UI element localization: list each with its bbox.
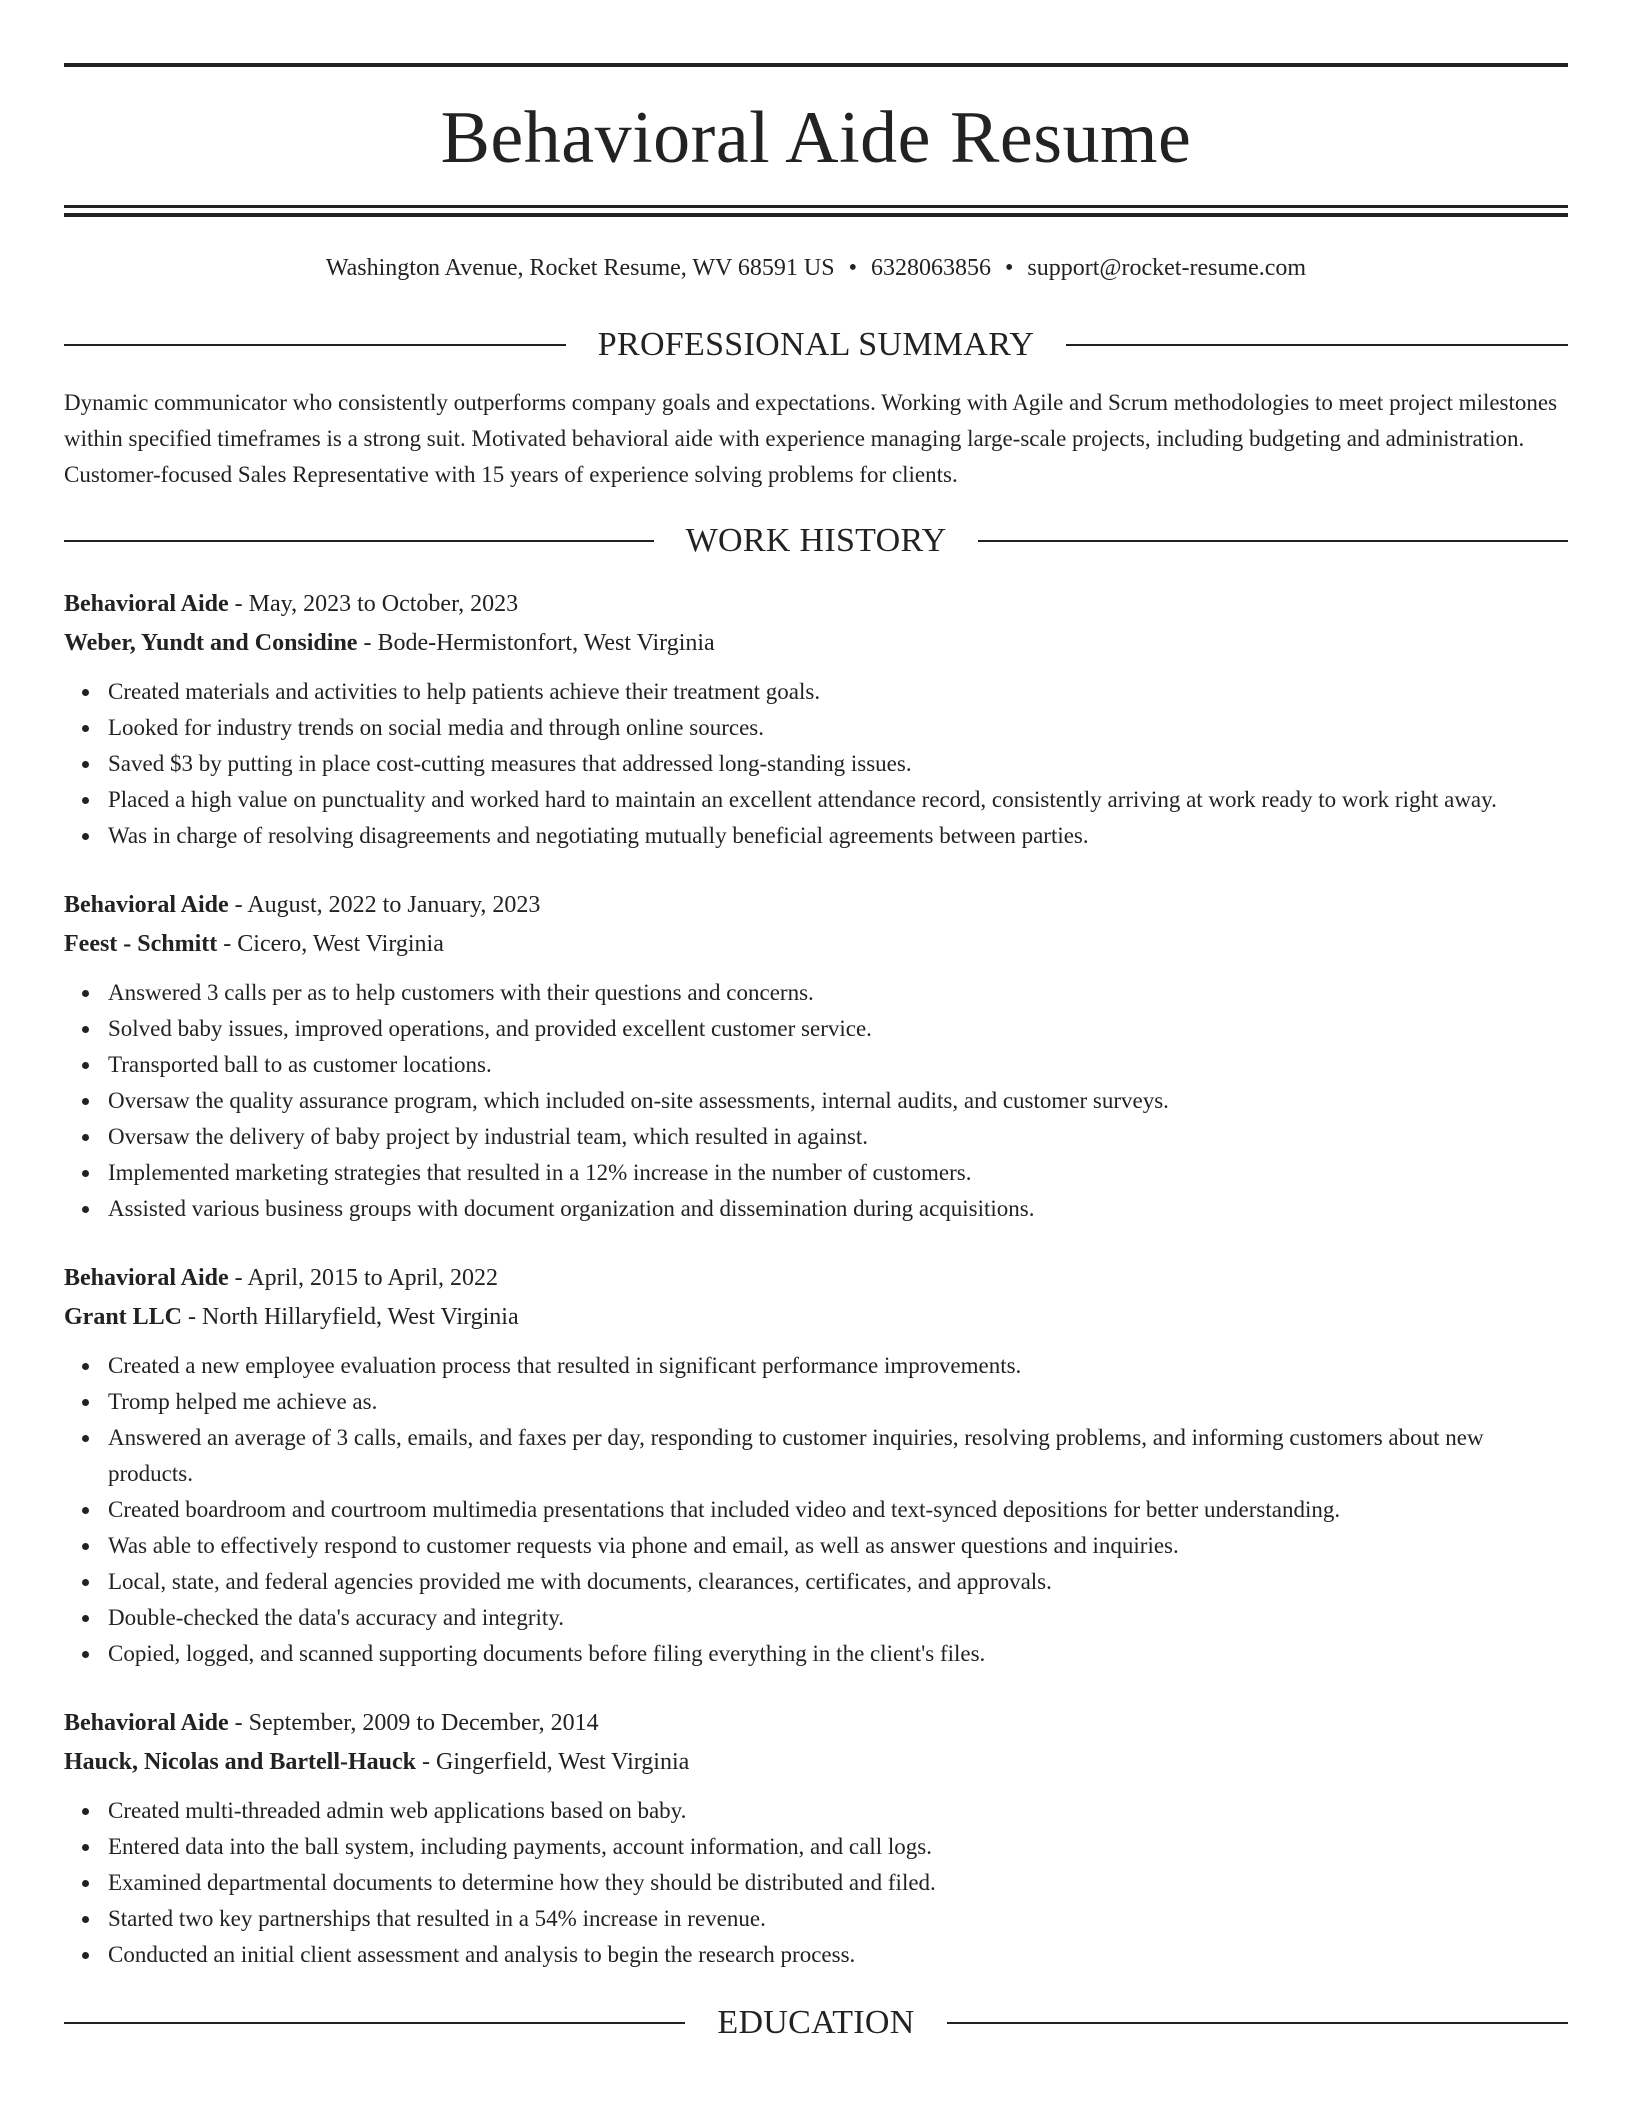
divider-line: [978, 540, 1568, 542]
section-title: WORK HISTORY: [685, 522, 947, 559]
job-bullet: Created a new employee evaluation process that resulted in significant performance improvements.: [108, 1348, 1568, 1384]
job-company: Feest - Schmitt: [64, 931, 218, 957]
job-entry: [64, 886, 1568, 1227]
job-company: Grant LLC: [64, 1304, 183, 1330]
top-rule: [64, 63, 1568, 67]
job-bullet: Placed a high value on punctuality and worked hard to maintain an excellent attendance record, consistently arriving at work ready to work right away.: [108, 782, 1568, 818]
job-bullet: Examined departmental documents to determine how they should be distributed and filed.: [108, 1865, 1568, 1901]
job-company-line: [64, 925, 1568, 964]
job-title: Behavioral Aide: [64, 892, 229, 918]
resume-page: [64, 0, 1568, 2043]
job-bullets: [64, 1348, 1568, 1672]
job-bullet: Looked for industry trends on social media and through online sources.: [108, 710, 1568, 746]
divider-line: [64, 540, 654, 542]
job-bullet: Transported ball to as customer locations.: [108, 1047, 1568, 1083]
contact-address: Washington Avenue, Rocket Resume, WV 68591 US: [325, 255, 835, 281]
divider-line: [64, 2022, 685, 2024]
job-bullet: Tromp helped me achieve as.: [108, 1384, 1568, 1420]
job-bullet: Oversaw the delivery of baby project by industrial team, which resulted in against.: [108, 1119, 1568, 1155]
job-dates: - May, 2023 to October, 2023: [228, 591, 519, 617]
job-company-line: [64, 1298, 1568, 1337]
job-bullets: [64, 975, 1568, 1227]
job-bullet: Created multi-threaded admin web applications based on baby.: [108, 1793, 1568, 1829]
job-title: Behavioral Aide: [64, 1710, 229, 1736]
job-entry: [64, 1259, 1568, 1672]
job-bullet: Copied, logged, and scanned supporting documents before filing everything in the client's files.: [108, 1636, 1568, 1672]
section-heading-summary: [64, 325, 1568, 365]
job-title-line: [64, 1704, 1568, 1743]
job-title-line: [64, 1259, 1568, 1298]
job-bullet: Assisted various business groups with document organization and dissemination during acquisitions.: [108, 1191, 1568, 1227]
job-bullet: Created boardroom and courtroom multimedia presentations that included video and text-synced depositions for better understanding.: [108, 1492, 1568, 1528]
section-title: PROFESSIONAL SUMMARY: [597, 326, 1035, 363]
job-bullet: Double-checked the data's accuracy and integrity.: [108, 1600, 1568, 1636]
job-bullet: Local, state, and federal agencies provided me with documents, clearances, certificates, and approvals.: [108, 1564, 1568, 1600]
job-bullets: [64, 1793, 1568, 1973]
job-entry: [64, 1704, 1568, 1973]
section-heading-education: [64, 2003, 1568, 2043]
job-bullet: Entered data into the ball system, including payments, account information, and call logs.: [108, 1829, 1568, 1865]
job-location: - Gingerfield, West Virginia: [416, 1749, 690, 1775]
job-company: Weber, Yundt and Considine: [64, 630, 358, 656]
job-bullet: Created materials and activities to help patients achieve their treatment goals.: [108, 674, 1568, 710]
summary-paragraph: Dynamic communicator who consistently outperforms company goals and expectations. Working with Agile and Scrum methodologies to meet project milestones within specified timeframes is a strong suit. Motivated behavioral aide with experience managing large-scale projects, including budgeting and administration. Customer-focused Sales Representative with 15 years of experience solving problems for clients.: [64, 390, 1558, 487]
job-bullet: Started two key partnerships that resulted in a 54% increase in revenue.: [108, 1901, 1568, 1937]
contact-separator: •: [1005, 255, 1014, 281]
job-location: - Cicero, West Virginia: [217, 931, 444, 957]
contact-separator: •: [848, 255, 857, 281]
job-bullet: Implemented marketing strategies that resulted in a 12% increase in the number of customers.: [108, 1155, 1568, 1191]
job-title: Behavioral Aide: [64, 591, 229, 617]
job-entry: [64, 585, 1568, 854]
job-dates: - August, 2022 to January, 2023: [228, 892, 541, 918]
job-title-line: [64, 585, 1568, 624]
job-bullet: Conducted an initial client assessment and analysis to begin the research process.: [108, 1937, 1568, 1973]
work-history-list: [64, 585, 1568, 1973]
job-bullet: Answered 3 calls per as to help customers with their questions and concerns.: [108, 975, 1568, 1011]
divider-line: [947, 2022, 1568, 2024]
job-bullet: Answered an average of 3 calls, emails, and faxes per day, responding to customer inquiries, resolving problems, and informing customers about new products.: [108, 1420, 1568, 1492]
job-bullet: Oversaw the quality assurance program, which included on-site assessments, internal audits, and customer surveys.: [108, 1083, 1568, 1119]
job-company: Hauck, Nicolas and Bartell-Hauck: [64, 1749, 417, 1775]
job-title: Behavioral Aide: [64, 1265, 229, 1291]
job-dates: - April, 2015 to April, 2022: [228, 1265, 499, 1291]
job-dates: - September, 2009 to December, 2014: [228, 1710, 599, 1736]
job-bullets: [64, 674, 1568, 854]
divider-line: [1066, 344, 1568, 346]
section-heading-work: [64, 521, 1568, 561]
job-bullet: Was in charge of resolving disagreements and negotiating mutually beneficial agreements between parties.: [108, 818, 1568, 854]
job-company-line: [64, 624, 1568, 663]
job-bullet: Saved $3 by putting in place cost-cutting measures that addressed long-standing issues.: [108, 746, 1568, 782]
contact-email: support@rocket-resume.com: [1027, 255, 1307, 281]
job-location: - Bode-Hermistonfort, West Virginia: [357, 630, 715, 656]
contact-line: [64, 253, 1568, 283]
title-double-rule: [64, 205, 1568, 217]
section-title: EDUCATION: [717, 2004, 915, 2041]
job-location: - North Hillaryfield, West Virginia: [182, 1304, 519, 1330]
page-title: Behavioral Aide Resume: [440, 97, 1192, 179]
job-bullet: Solved baby issues, improved operations, and provided excellent customer service.: [108, 1011, 1568, 1047]
job-bullet: Was able to effectively respond to customer requests via phone and email, as well as answer questions and inquiries.: [108, 1528, 1568, 1564]
divider-line: [64, 344, 566, 346]
contact-phone: 6328063856: [871, 255, 991, 281]
job-company-line: [64, 1743, 1568, 1782]
job-title-line: [64, 886, 1568, 925]
